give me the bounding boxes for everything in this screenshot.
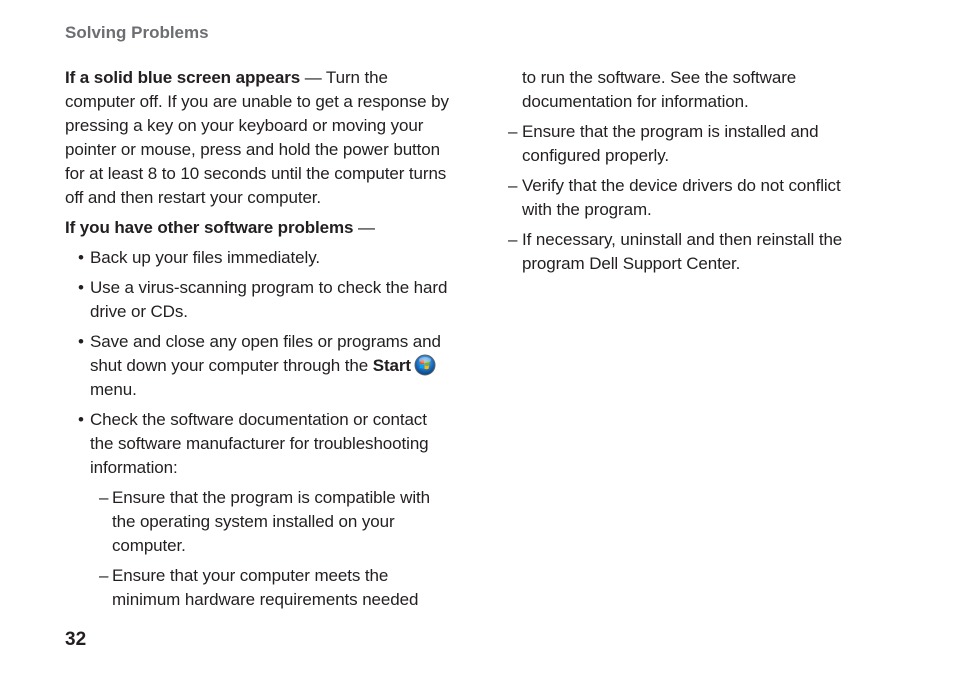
other-software-heading: [65, 216, 453, 240]
start-label: Start: [372, 356, 411, 375]
blue-screen-text: — Turn the computer off. If you are unable to get a response by pressing a key on your keyboard or moving your pointer or mouse, press and hold the power button for at least 8 to 10 seconds until the computer turns off and then restart your computer.: [65, 68, 449, 207]
page-number: 32: [65, 629, 87, 650]
left-column: [65, 66, 453, 618]
list-item: – Ensure that the program is installed and configured properly.: [508, 120, 848, 168]
list-item: • Back up your files immediately.: [65, 246, 453, 270]
other-software-lead: If you have other software problems: [65, 218, 354, 237]
list-item: – Ensure that your computer meets the minimum hardware requirements needed: [65, 564, 453, 612]
right-sub-list: [508, 120, 848, 276]
other-software-dash: —: [353, 218, 375, 237]
troubleshooting-sub-list: [65, 486, 453, 612]
right-column: [508, 66, 848, 282]
list-item: • Use a virus-scanning program to check the hard drive or CDs.: [65, 276, 453, 324]
blue-screen-paragraph: [65, 66, 453, 210]
software-bullet-list: [65, 246, 453, 480]
list-item: – If necessary, uninstall and then reinstall the program Dell Support Center.: [508, 228, 848, 276]
blue-screen-lead: If a solid blue screen appears: [65, 68, 301, 87]
list-item-save-close: [65, 330, 453, 402]
list-item: • Check the software documentation or contact the software manufacturer for troubleshooting information:: [65, 408, 453, 480]
windows-start-orb-icon: [414, 354, 436, 376]
save-close-text: Save and close any open files or programs and shut down your computer through the: [90, 332, 441, 375]
list-item: – Ensure that the program is compatible with the operating system installed on your computer.: [65, 486, 453, 558]
save-close-after: menu.: [90, 380, 137, 399]
continued-text: to run the software. See the software documentation for information.: [522, 68, 797, 111]
section-title: Solving Problems: [65, 23, 209, 42]
list-item: – Verify that the device drivers do not conflict with the program.: [508, 174, 848, 222]
